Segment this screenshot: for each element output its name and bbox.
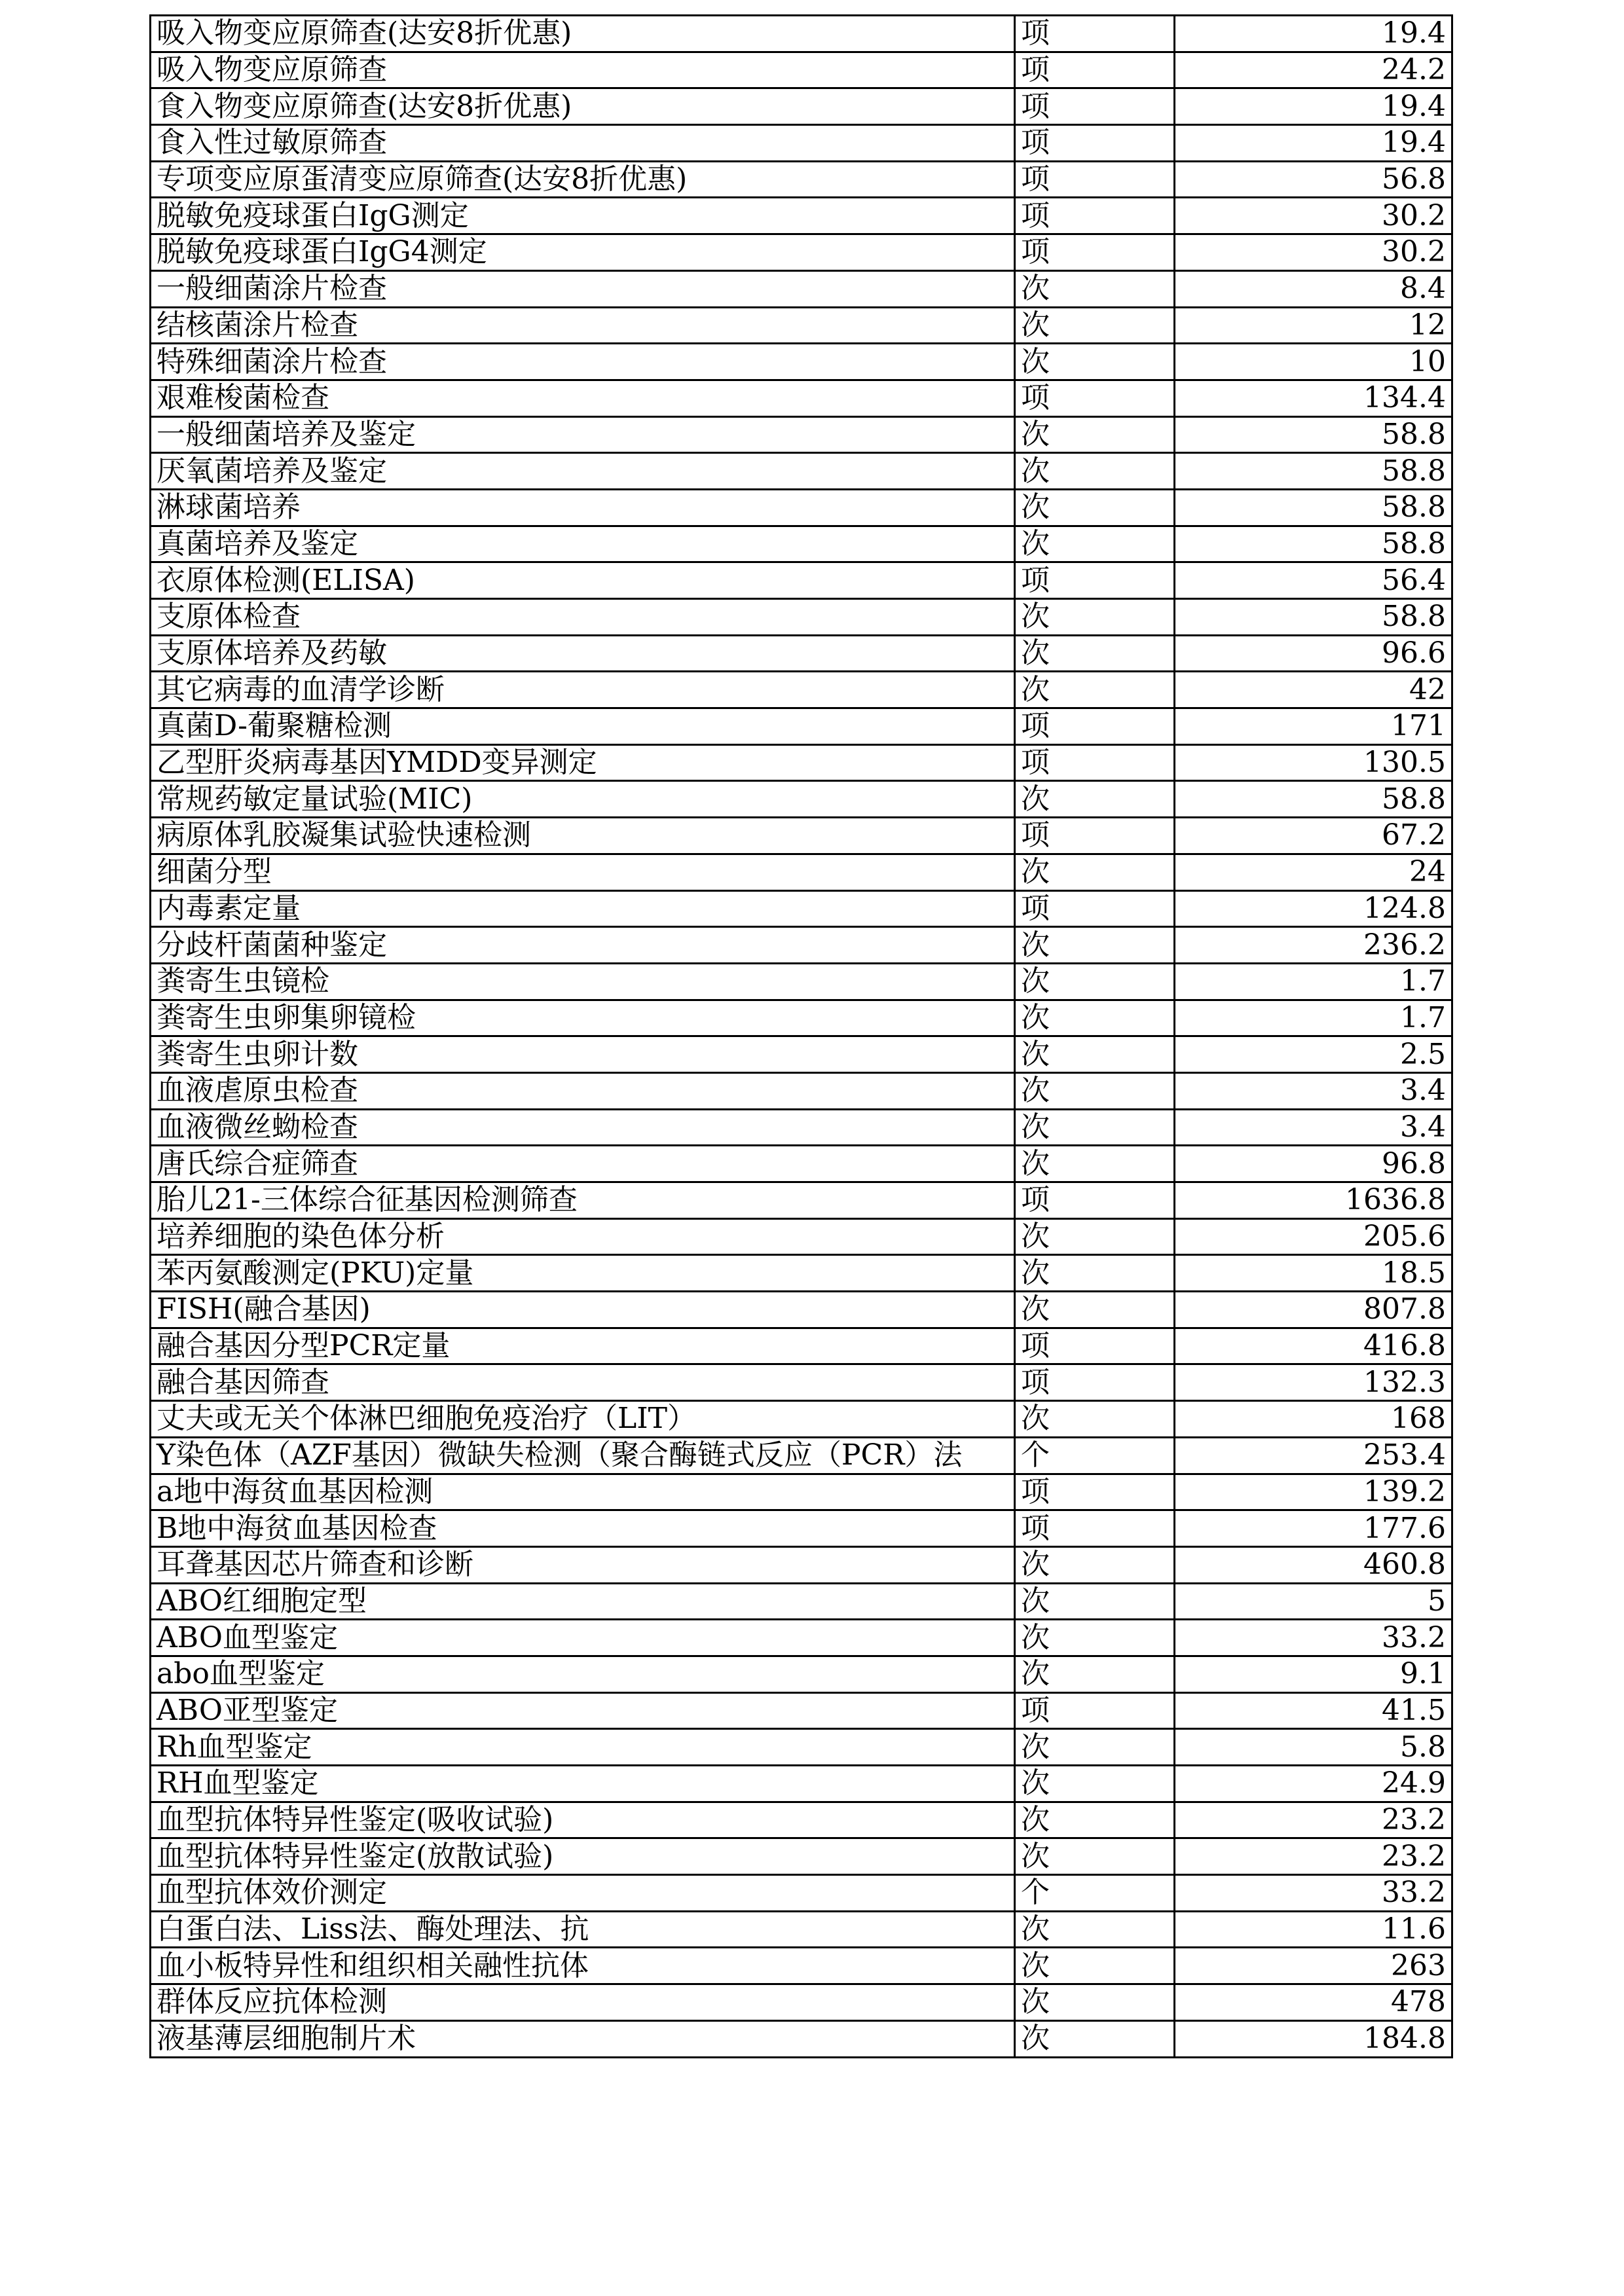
unit-cell: 项 [1015, 88, 1175, 125]
price-cell: 58.8 [1175, 599, 1452, 636]
unit-cell: 次 [1015, 1255, 1175, 1292]
price-cell: 5.8 [1175, 1729, 1452, 1766]
price-cell: 8.4 [1175, 270, 1452, 307]
item-name-cell: 血液虐原虫检查 [151, 1072, 1015, 1109]
item-name-cell: 一般细菌培养及鉴定 [151, 416, 1015, 453]
price-cell: 19.4 [1175, 16, 1452, 52]
unit-cell: 项 [1015, 818, 1175, 854]
table-row [151, 672, 1452, 708]
price-cell: 33.2 [1175, 1620, 1452, 1656]
unit-cell: 次 [1015, 1948, 1175, 1984]
price-cell: 807.8 [1175, 1292, 1452, 1328]
item-name-cell: Rh血型鉴定 [151, 1729, 1015, 1766]
unit-cell: 次 [1015, 1146, 1175, 1182]
table-row [151, 1109, 1452, 1146]
price-cell: 24 [1175, 854, 1452, 890]
unit-cell: 次 [1015, 1218, 1175, 1255]
unit-cell: 次 [1015, 1292, 1175, 1328]
price-cell: 139.2 [1175, 1474, 1452, 1510]
price-cell: 33.2 [1175, 1875, 1452, 1912]
price-table [149, 14, 1453, 2058]
table-row [151, 1692, 1452, 1729]
unit-cell: 次 [1015, 526, 1175, 562]
unit-cell: 次 [1015, 1802, 1175, 1838]
item-name-cell: 分歧杆菌菌种鉴定 [151, 927, 1015, 964]
table-row [151, 562, 1452, 599]
item-name-cell: 脱敏免疫球蛋白IgG测定 [151, 198, 1015, 234]
item-name-cell: 支原体检查 [151, 599, 1015, 636]
unit-cell: 次 [1015, 1620, 1175, 1656]
price-cell: 236.2 [1175, 927, 1452, 964]
item-name-cell: 乙型肝炎病毒基因YMDD变异测定 [151, 744, 1015, 781]
table-row [151, 52, 1452, 88]
price-cell: 42 [1175, 672, 1452, 708]
item-name-cell: 支原体培养及药敏 [151, 635, 1015, 672]
table-row [151, 1838, 1452, 1875]
table-row [151, 890, 1452, 927]
price-cell: 19.4 [1175, 88, 1452, 125]
item-name-cell: 病原体乳胶凝集试验快速检测 [151, 818, 1015, 854]
unit-cell: 次 [1015, 416, 1175, 453]
price-cell: 30.2 [1175, 198, 1452, 234]
item-name-cell: 粪寄生虫镜检 [151, 963, 1015, 1000]
unit-cell: 项 [1015, 890, 1175, 927]
unit-cell: 次 [1015, 453, 1175, 490]
unit-cell: 次 [1015, 672, 1175, 708]
table-row [151, 927, 1452, 964]
unit-cell: 次 [1015, 1838, 1175, 1875]
item-name-cell: 血型抗体效价测定 [151, 1875, 1015, 1912]
unit-cell: 次 [1015, 489, 1175, 526]
item-name-cell: 厌氧菌培养及鉴定 [151, 453, 1015, 490]
price-cell: 124.8 [1175, 890, 1452, 927]
item-name-cell: 淋球菌培养 [151, 489, 1015, 526]
price-cell: 56.8 [1175, 161, 1452, 198]
price-cell: 23.2 [1175, 1838, 1452, 1875]
table-row [151, 1474, 1452, 1510]
item-name-cell: 群体反应抗体检测 [151, 1984, 1015, 2021]
unit-cell: 项 [1015, 1692, 1175, 1729]
item-name-cell: 培养细胞的染色体分析 [151, 1218, 1015, 1255]
table-row [151, 1401, 1452, 1438]
item-name-cell: 食入性过敏原筛查 [151, 125, 1015, 162]
table-row [151, 1072, 1452, 1109]
item-name-cell: 血小板特异性和组织相关融性抗体 [151, 1948, 1015, 1984]
item-name-cell: B地中海贫血基因检查 [151, 1510, 1015, 1547]
item-name-cell: 耳聋基因芯片筛查和诊断 [151, 1546, 1015, 1583]
item-name-cell: FISH(融合基因) [151, 1292, 1015, 1328]
price-cell: 9.1 [1175, 1656, 1452, 1692]
price-cell: 10 [1175, 344, 1452, 380]
price-cell: 67.2 [1175, 818, 1452, 854]
item-name-cell: 丈夫或无关个体淋巴细胞免疫治疗（LIT） [151, 1401, 1015, 1438]
table-row [151, 1948, 1452, 1984]
table-row [151, 125, 1452, 162]
unit-cell: 项 [1015, 1474, 1175, 1510]
table-row [151, 380, 1452, 416]
price-cell: 171 [1175, 708, 1452, 745]
unit-cell: 项 [1015, 380, 1175, 416]
table-row [151, 1036, 1452, 1073]
table-row [151, 416, 1452, 453]
unit-cell: 项 [1015, 161, 1175, 198]
table-row [151, 270, 1452, 307]
table-row [151, 489, 1452, 526]
table-row [151, 1766, 1452, 1802]
table-row [151, 635, 1452, 672]
price-cell: 30.2 [1175, 234, 1452, 271]
item-name-cell: 结核菌涂片检查 [151, 307, 1015, 344]
unit-cell: 次 [1015, 1401, 1175, 1438]
item-name-cell: 衣原体检测(ELISA) [151, 562, 1015, 599]
unit-cell: 项 [1015, 708, 1175, 745]
table-body [151, 16, 1452, 2058]
item-name-cell: 真菌培养及鉴定 [151, 526, 1015, 562]
table-row [151, 1510, 1452, 1547]
price-cell: 253.4 [1175, 1437, 1452, 1474]
price-cell: 2.5 [1175, 1036, 1452, 1073]
table-row [151, 1729, 1452, 1766]
item-name-cell: ABO亚型鉴定 [151, 1692, 1015, 1729]
unit-cell: 次 [1015, 1656, 1175, 1692]
table-row [151, 1620, 1452, 1656]
table-row [151, 854, 1452, 890]
table-row [151, 1802, 1452, 1838]
table-row [151, 1328, 1452, 1364]
unit-cell: 次 [1015, 599, 1175, 636]
unit-cell: 次 [1015, 927, 1175, 964]
unit-cell: 项 [1015, 1182, 1175, 1219]
price-cell: 478 [1175, 1984, 1452, 2021]
item-name-cell: RH血型鉴定 [151, 1766, 1015, 1802]
table-row [151, 1583, 1452, 1620]
price-cell: 58.8 [1175, 453, 1452, 490]
table-row [151, 453, 1452, 490]
table-row [151, 1911, 1452, 1948]
table-row [151, 1182, 1452, 1219]
price-cell: 184.8 [1175, 2020, 1452, 2057]
table-row [151, 1218, 1452, 1255]
item-name-cell: abo血型鉴定 [151, 1656, 1015, 1692]
price-cell: 1.7 [1175, 1000, 1452, 1036]
unit-cell: 次 [1015, 854, 1175, 890]
item-name-cell: 特殊细菌涂片检查 [151, 344, 1015, 380]
table-row [151, 1146, 1452, 1182]
price-cell: 58.8 [1175, 781, 1452, 818]
price-cell: 3.4 [1175, 1109, 1452, 1146]
unit-cell: 次 [1015, 1036, 1175, 1073]
price-cell: 24.2 [1175, 52, 1452, 88]
item-name-cell: 血型抗体特异性鉴定(放散试验) [151, 1838, 1015, 1875]
price-cell: 58.8 [1175, 526, 1452, 562]
table-row [151, 526, 1452, 562]
table-row [151, 161, 1452, 198]
unit-cell: 次 [1015, 1546, 1175, 1583]
price-cell: 130.5 [1175, 744, 1452, 781]
unit-cell: 项 [1015, 16, 1175, 52]
price-cell: 205.6 [1175, 1218, 1452, 1255]
item-name-cell: 白蛋白法、Liss法、酶处理法、抗 [151, 1911, 1015, 1948]
price-cell: 96.6 [1175, 635, 1452, 672]
unit-cell: 项 [1015, 562, 1175, 599]
table-row [151, 781, 1452, 818]
item-name-cell: 粪寄生虫卵计数 [151, 1036, 1015, 1073]
table-row [151, 599, 1452, 636]
price-cell: 460.8 [1175, 1546, 1452, 1583]
item-name-cell: 脱敏免疫球蛋白IgG4测定 [151, 234, 1015, 271]
price-cell: 58.8 [1175, 416, 1452, 453]
table-row [151, 344, 1452, 380]
unit-cell: 次 [1015, 1000, 1175, 1036]
item-name-cell: 常规药敏定量试验(MIC) [151, 781, 1015, 818]
item-name-cell: Y染色体（AZF基因）微缺失检测（聚合酶链式反应（PCR）法 [151, 1437, 1015, 1474]
item-name-cell: a地中海贫血基因检测 [151, 1474, 1015, 1510]
table-row [151, 1255, 1452, 1292]
price-cell: 416.8 [1175, 1328, 1452, 1364]
price-cell: 1636.8 [1175, 1182, 1452, 1219]
item-name-cell: ABO血型鉴定 [151, 1620, 1015, 1656]
table-row [151, 818, 1452, 854]
price-cell: 56.4 [1175, 562, 1452, 599]
table-row [151, 1437, 1452, 1474]
item-name-cell: 胎儿21-三体综合征基因检测筛查 [151, 1182, 1015, 1219]
unit-cell: 次 [1015, 1984, 1175, 2021]
item-name-cell: 融合基因分型PCR定量 [151, 1328, 1015, 1364]
unit-cell: 个 [1015, 1875, 1175, 1912]
table-row [151, 307, 1452, 344]
unit-cell: 次 [1015, 270, 1175, 307]
item-name-cell: 食入物变应原筛查(达安8折优惠) [151, 88, 1015, 125]
item-name-cell: 粪寄生虫卵集卵镜检 [151, 1000, 1015, 1036]
item-name-cell: 液基薄层细胞制片术 [151, 2020, 1015, 2057]
unit-cell: 次 [1015, 2020, 1175, 2057]
unit-cell: 次 [1015, 963, 1175, 1000]
item-name-cell: 唐氏综合症筛查 [151, 1146, 1015, 1182]
item-name-cell: 苯丙氨酸测定(PKU)定量 [151, 1255, 1015, 1292]
unit-cell: 项 [1015, 1510, 1175, 1547]
unit-cell: 次 [1015, 1583, 1175, 1620]
price-cell: 96.8 [1175, 1146, 1452, 1182]
price-cell: 3.4 [1175, 1072, 1452, 1109]
item-name-cell: 专项变应原蛋清变应原筛查(达安8折优惠) [151, 161, 1015, 198]
unit-cell: 项 [1015, 125, 1175, 162]
unit-cell: 次 [1015, 635, 1175, 672]
table-row [151, 1984, 1452, 2021]
table-row [151, 1656, 1452, 1692]
unit-cell: 次 [1015, 1072, 1175, 1109]
price-cell: 132.3 [1175, 1364, 1452, 1401]
item-name-cell: 艰难梭菌检查 [151, 380, 1015, 416]
table-row [151, 16, 1452, 52]
unit-cell: 个 [1015, 1437, 1175, 1474]
table-row [151, 963, 1452, 1000]
unit-cell: 次 [1015, 1729, 1175, 1766]
price-cell: 11.6 [1175, 1911, 1452, 1948]
unit-cell: 项 [1015, 1328, 1175, 1364]
unit-cell: 次 [1015, 1911, 1175, 1948]
price-cell: 263 [1175, 1948, 1452, 1984]
unit-cell: 次 [1015, 344, 1175, 380]
unit-cell: 项 [1015, 234, 1175, 271]
table-row [151, 234, 1452, 271]
price-cell: 41.5 [1175, 1692, 1452, 1729]
table-row [151, 198, 1452, 234]
unit-cell: 项 [1015, 1364, 1175, 1401]
unit-cell: 次 [1015, 781, 1175, 818]
item-name-cell: 吸入物变应原筛查(达安8折优惠) [151, 16, 1015, 52]
price-cell: 134.4 [1175, 380, 1452, 416]
item-name-cell: 一般细菌涂片检查 [151, 270, 1015, 307]
price-cell: 177.6 [1175, 1510, 1452, 1547]
item-name-cell: 细菌分型 [151, 854, 1015, 890]
price-cell: 168 [1175, 1401, 1452, 1438]
price-cell: 18.5 [1175, 1255, 1452, 1292]
table-row [151, 1292, 1452, 1328]
unit-cell: 次 [1015, 307, 1175, 344]
table-row [151, 2020, 1452, 2057]
table-row [151, 708, 1452, 745]
table-row [151, 1546, 1452, 1583]
table-row [151, 1364, 1452, 1401]
unit-cell: 次 [1015, 1766, 1175, 1802]
price-cell: 19.4 [1175, 125, 1452, 162]
table-row [151, 744, 1452, 781]
price-cell: 24.9 [1175, 1766, 1452, 1802]
unit-cell: 项 [1015, 198, 1175, 234]
table-row [151, 1000, 1452, 1036]
item-name-cell: ABO红细胞定型 [151, 1583, 1015, 1620]
price-cell: 23.2 [1175, 1802, 1452, 1838]
item-name-cell: 吸入物变应原筛查 [151, 52, 1015, 88]
table-row [151, 1875, 1452, 1912]
item-name-cell: 融合基因筛查 [151, 1364, 1015, 1401]
price-cell: 12 [1175, 307, 1452, 344]
unit-cell: 项 [1015, 52, 1175, 88]
item-name-cell: 其它病毒的血清学诊断 [151, 672, 1015, 708]
unit-cell: 次 [1015, 1109, 1175, 1146]
price-cell: 58.8 [1175, 489, 1452, 526]
unit-cell: 项 [1015, 744, 1175, 781]
table-row [151, 88, 1452, 125]
item-name-cell: 血型抗体特异性鉴定(吸收试验) [151, 1802, 1015, 1838]
item-name-cell: 内毒素定量 [151, 890, 1015, 927]
price-cell: 1.7 [1175, 963, 1452, 1000]
item-name-cell: 真菌D-葡聚糖检测 [151, 708, 1015, 745]
price-cell: 5 [1175, 1583, 1452, 1620]
item-name-cell: 血液微丝蚴检查 [151, 1109, 1015, 1146]
